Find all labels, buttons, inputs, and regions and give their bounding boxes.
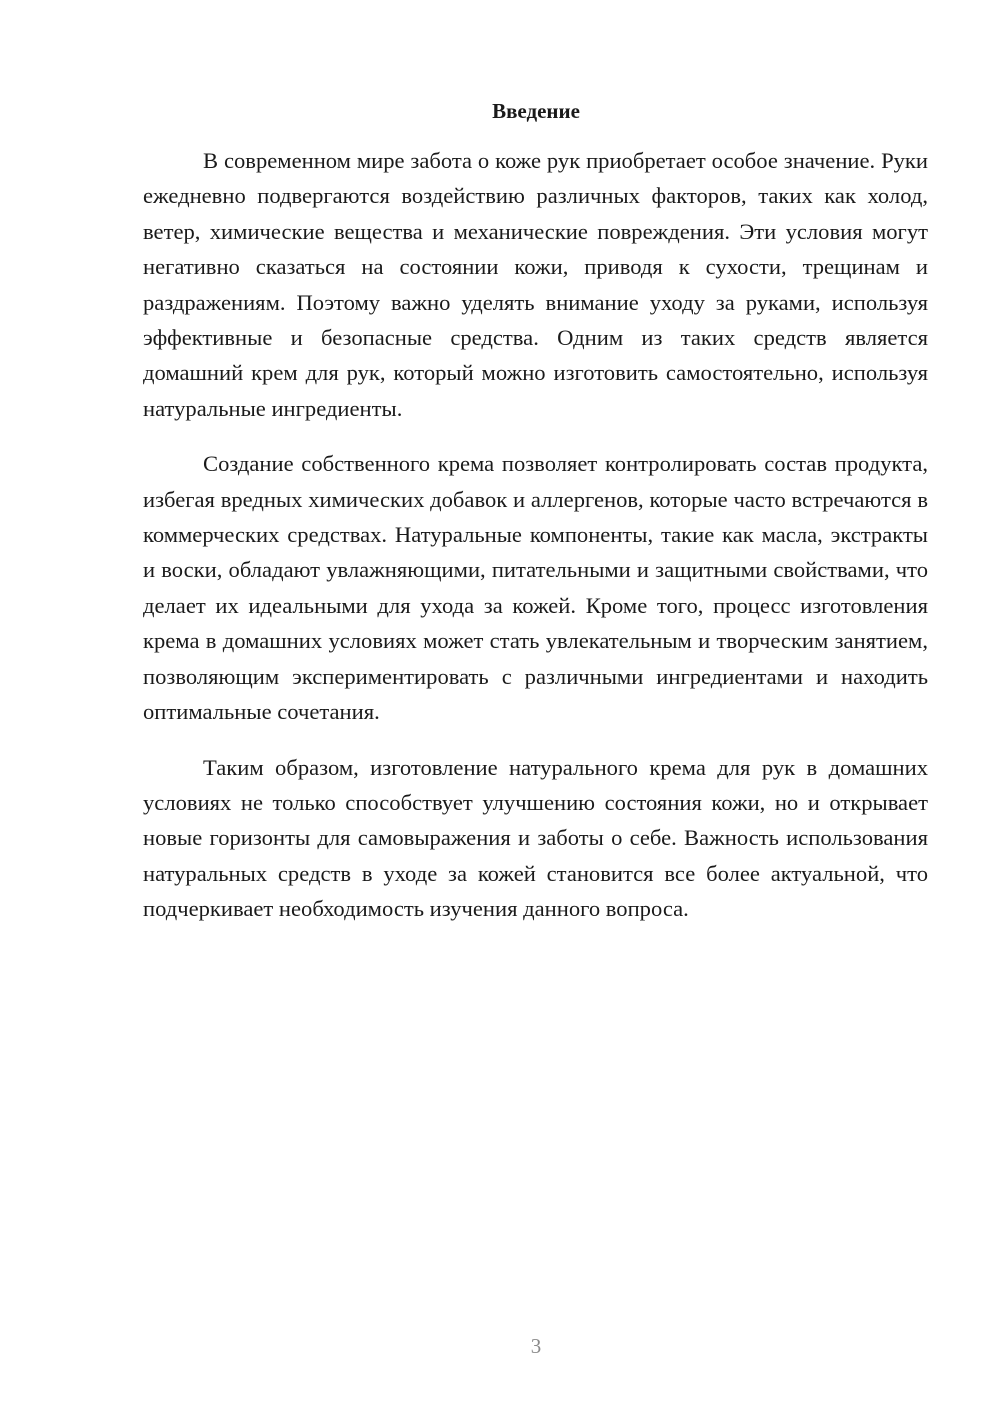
paragraph-2: Создание собственного крема позволяет контролировать состав продукта, избегая вредных химических добавок и аллергенов, которые часто встречаются в коммерческих средствах. Натуральные компоненты, такие как масла, экстракты и воски, обладают увлажняющими, питательными и защитными свойствами, что делает их идеальными для ухода за кожей. Кроме того, процесс изготовления крема в домашних условиях может стать увлекательным и творческим занятием, позволяющим экспериментировать с различными ингредиентами и находить оптимальные сочетания.	[143, 451, 928, 725]
section-title: Введение	[492, 99, 580, 123]
page-number: 3	[530, 1334, 542, 1358]
body-text	[143, 143, 928, 947]
paragraph-3: Таким образом, изготовление натурального крема для рук в домашних условиях не только способствует улучшению состояния кожи, но и открывает новые горизонты для самовыражения и заботы о себе. Важность использования натуральных средств в уходе за кожей становится все более актуальной, что подчеркивает необходимость изучения данного вопроса.	[143, 754, 928, 922]
paragraph-1: В современном мире забота о коже рук приобретает особое значение. Руки ежедневно подвергаются воздействию различных факторов, таких как холод, ветер, химические вещества и механические повреждения. Эти условия могут негативно сказаться на состоянии кожи, приводя к сухости, трещинам и раздражениям. Поэтому важно уделять внимание уходу за руками, используя эффективные и безопасные средства. Одним из таких средств является домашний крем для рук, который можно изготовить самостоятельно, используя натуральные ингредиенты.	[143, 148, 928, 421]
